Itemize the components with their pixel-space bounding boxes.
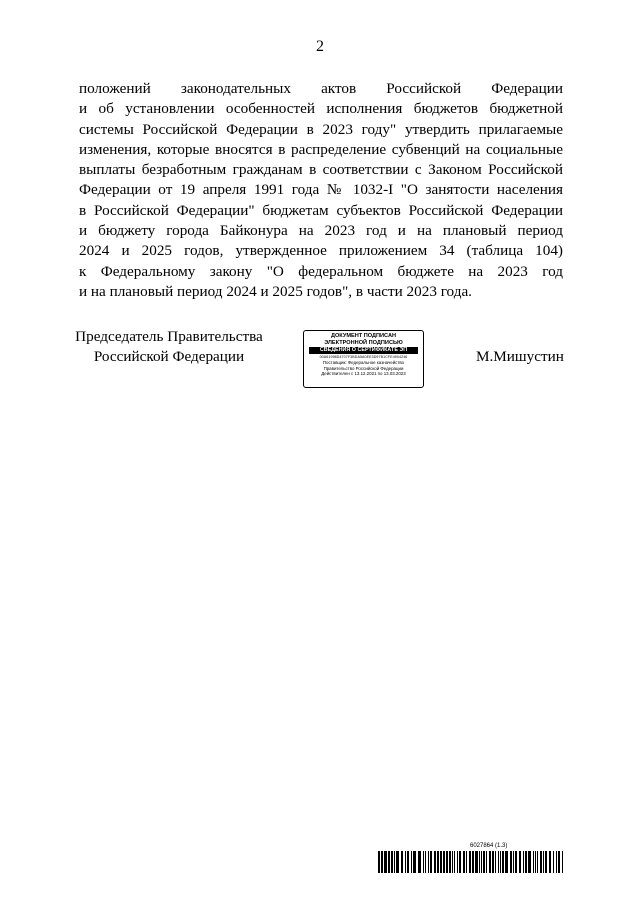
barcode-bar (405, 851, 406, 873)
barcode-bar (505, 851, 508, 873)
barcode-bar (479, 851, 480, 873)
barcode-bar (486, 851, 487, 873)
stamp-title-line: ЭЛЕКТРОННОЙ ПОДПИСЬЮ (324, 339, 403, 346)
barcode-bar (535, 851, 536, 873)
barcode-bar (502, 851, 504, 873)
barcode-bar (413, 851, 416, 873)
body-line: положений законодательных актов Российской Федерации (79, 80, 563, 97)
barcode-bar (430, 851, 432, 873)
body-line: в Российской Федерации" бюджетам субъектов Российской Федерации (79, 201, 563, 219)
barcode-bar (428, 851, 429, 873)
signatory-title (64, 327, 274, 367)
barcode-bar (556, 851, 557, 873)
barcode-bar (481, 851, 482, 873)
barcode-bar (440, 851, 442, 873)
barcode-bar (543, 851, 544, 873)
signatory-title-line: Председатель Правительства (75, 328, 263, 345)
barcode-bar (469, 851, 471, 873)
barcode-bar (528, 851, 531, 873)
body-line: изменения, которые вносятся в распределение субвенций на социальные (79, 140, 563, 158)
barcode-label: 6027864 (1.3) (470, 843, 508, 849)
barcode-bar (525, 851, 527, 873)
barcode-bar (519, 851, 521, 873)
barcode-bar (443, 851, 445, 873)
barcode-bar (513, 851, 514, 873)
barcode-bar (498, 851, 499, 873)
barcode-bar (537, 851, 538, 873)
barcode-bar (558, 851, 560, 873)
barcode-bar (423, 851, 424, 873)
barcode-bar (495, 851, 496, 873)
stamp-issuer: Поставщик: Федеральное казначейство (322, 360, 405, 366)
barcode-bar (452, 851, 453, 873)
body-text (79, 79, 563, 302)
barcode-bar (463, 851, 465, 873)
barcode-bar (401, 851, 403, 873)
barcode-bar (483, 851, 485, 873)
stamp-owner: Правительство Российской Федерации (323, 365, 404, 371)
body-line: и бюджету города Байконура на 2023 год и на плановый период (79, 222, 563, 240)
body-line: к Федеральному закону "О федеральном бюджете на 2023 год (79, 262, 563, 280)
barcode-bar (466, 851, 467, 873)
body-line-last: и на плановый период 2024 и 2025 годов", в части 2023 года. (79, 282, 472, 300)
body-line: выплаты безработным гражданам в соответствии с Законом Российской (79, 161, 563, 179)
barcode-bar (434, 851, 436, 873)
barcode-bar (489, 851, 491, 873)
barcode-bar (472, 851, 474, 873)
barcode-bar (396, 851, 399, 873)
barcode-bar (394, 851, 395, 873)
body-line: Федерации от 19 апреля 1991 года № 1032-I "О занятости населения (79, 181, 563, 199)
signer-name: М.Мишустин (476, 348, 564, 365)
barcode-bar (549, 851, 551, 873)
barcode-bar (562, 851, 563, 873)
barcode-bar (449, 851, 451, 873)
barcode-bar (457, 851, 458, 873)
barcode-bar (515, 851, 517, 873)
barcode-bar (378, 851, 380, 873)
electronic-signature-stamp (303, 330, 424, 388)
barcode-bar (475, 851, 478, 873)
stamp-banner: СВЕДЕНИЯ О СЕРТИФИКАТЕ ЭП (309, 347, 418, 354)
barcode-bar (454, 851, 455, 873)
barcode-bar (545, 851, 547, 873)
body-line: и об установлении особенностей исполнения бюджетов бюджетной (79, 100, 563, 118)
barcode-bar (384, 851, 387, 873)
barcode-bar (446, 851, 448, 873)
barcode (378, 851, 564, 873)
barcode-bar (523, 851, 524, 873)
barcode-bar (533, 851, 534, 873)
stamp-validity: Действителен с 13.12.2021 по 13.03.2023 (321, 371, 406, 377)
barcode-bar (411, 851, 412, 873)
barcode-bar (407, 851, 409, 873)
barcode-bar (492, 851, 494, 873)
body-line: 2024 и 2025 годов, утвержденное приложением 34 (таблица 104) (79, 242, 563, 260)
barcode-bar (391, 851, 393, 873)
barcode-bar (459, 851, 461, 873)
barcode-bar (418, 851, 421, 873)
barcode-bar (553, 851, 554, 873)
stamp-title-line: ДОКУМЕНТ ПОДПИСАН (330, 333, 397, 339)
barcode-bar (388, 851, 390, 873)
barcode-bar (437, 851, 439, 873)
signatory-title-line: Российской Федерации (93, 348, 245, 365)
body-line: системы Российской Федерации в 2023 году" утвердить прилагаемые (79, 120, 563, 138)
stamp-certificate-serial: 00A61998D4707F3BDA5A0EE3D97B1CFE4904246 (319, 355, 408, 360)
barcode-bar (425, 851, 426, 873)
page-number: 2 (316, 38, 324, 55)
barcode-bar (381, 851, 383, 873)
barcode-bar (510, 851, 512, 873)
barcode-bar (500, 851, 501, 873)
barcode-bar (540, 851, 542, 873)
